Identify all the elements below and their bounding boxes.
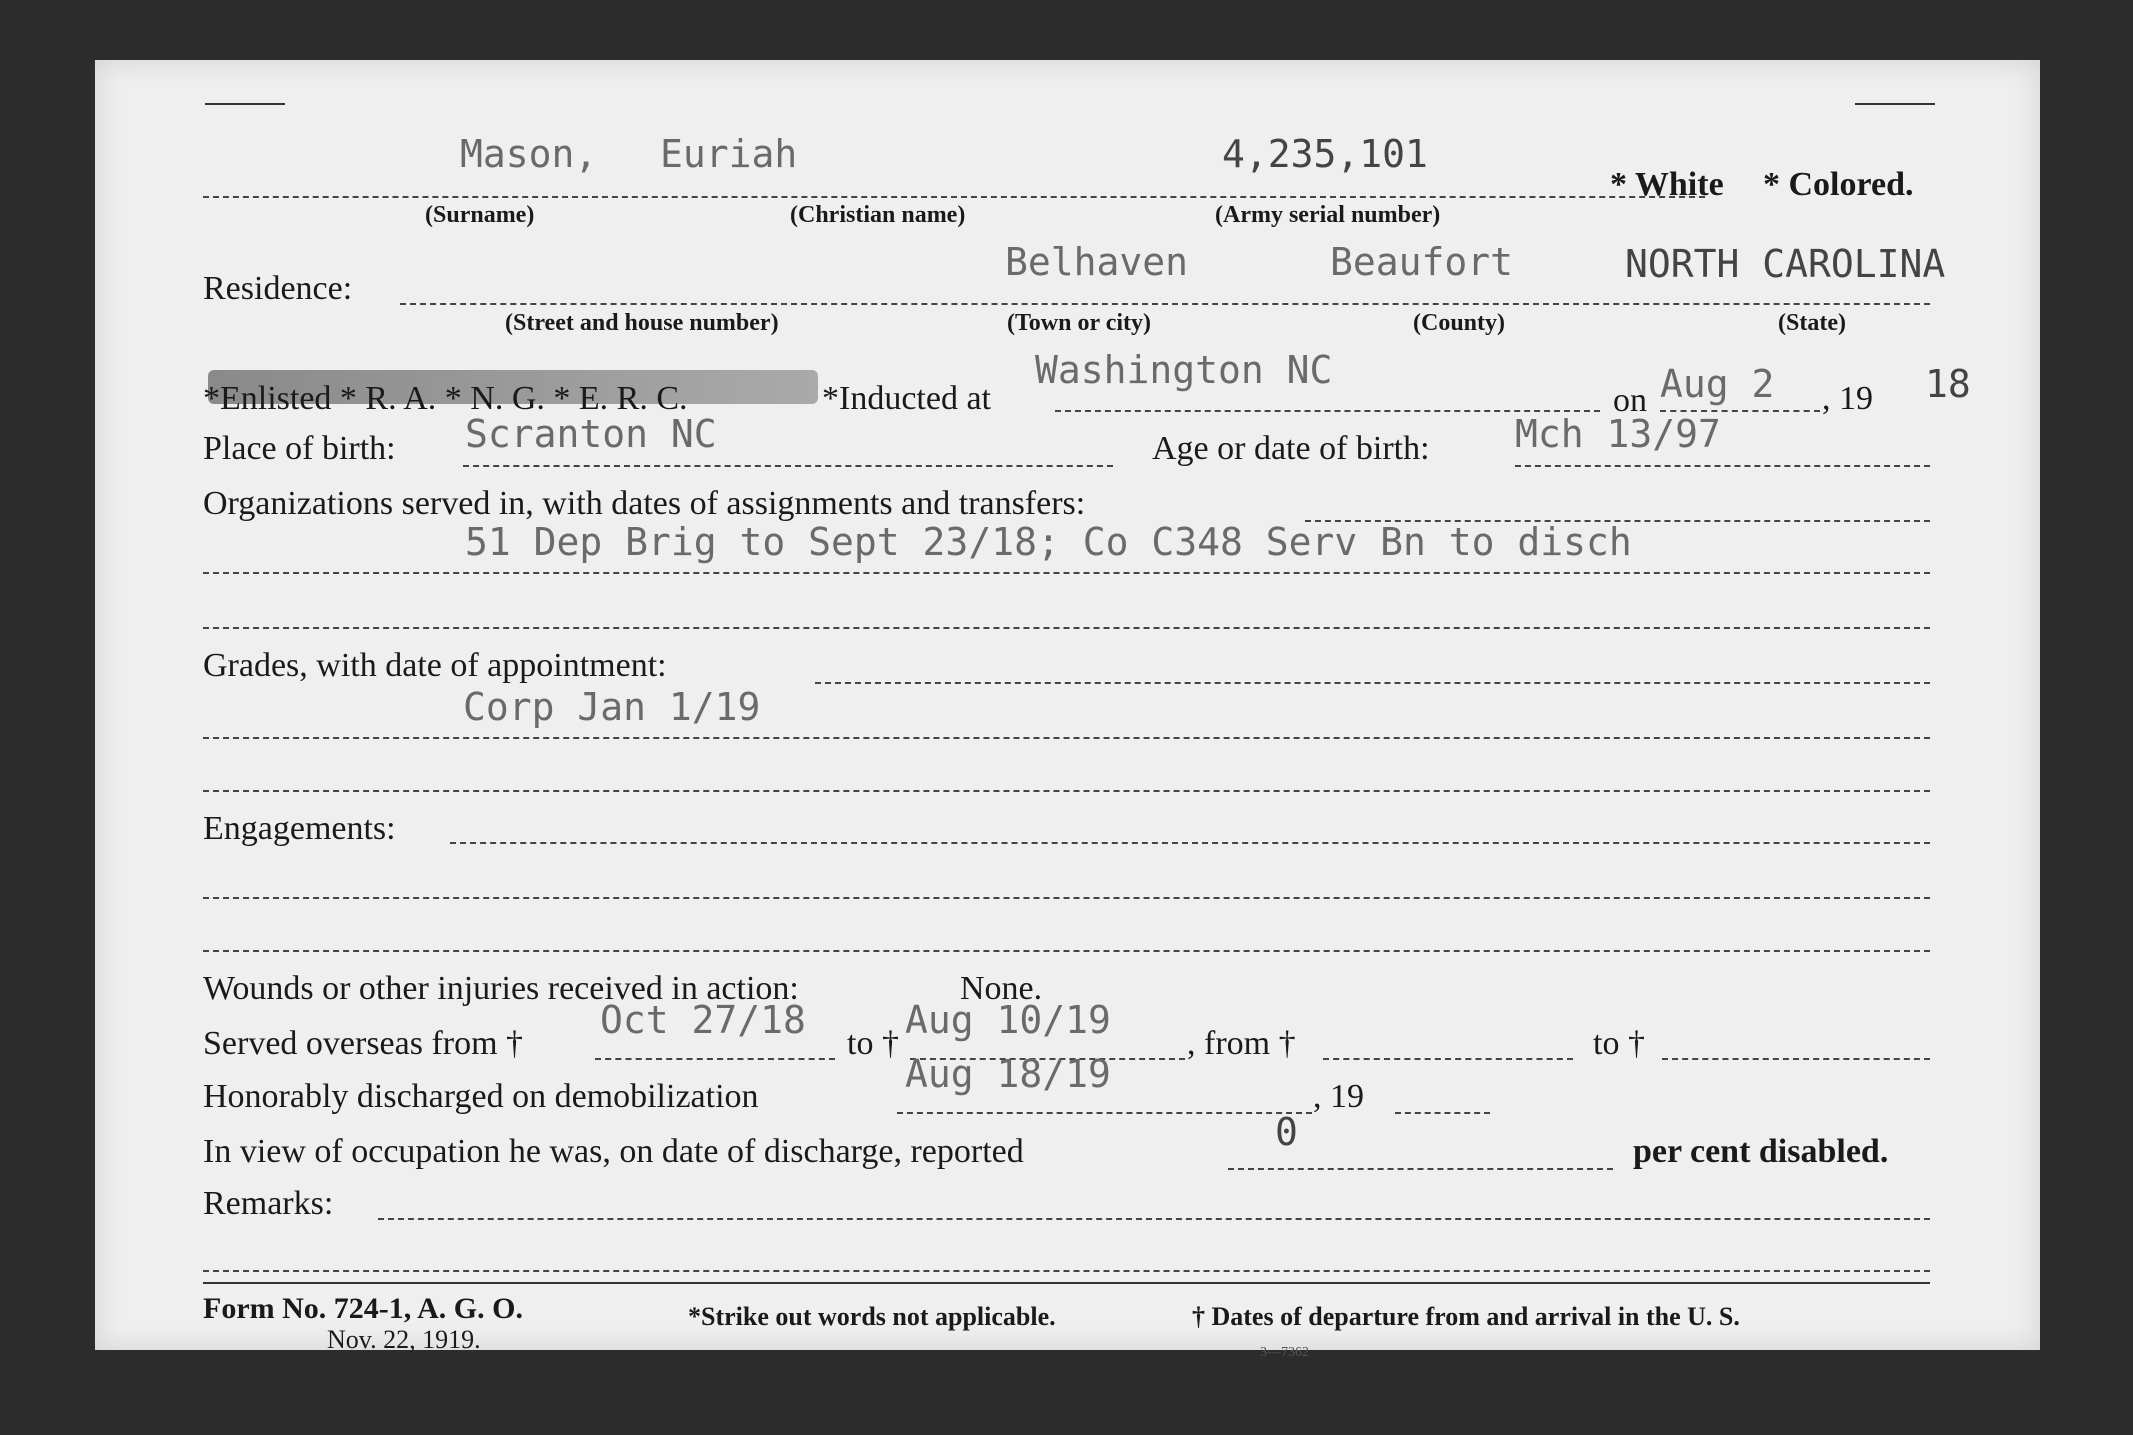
remarks-bottom-rule [203, 1282, 1930, 1284]
overseas-to-label: to † [847, 1025, 899, 1062]
overseas-label: Served overseas from † [203, 1025, 524, 1062]
overseas-from2-label: , from † [1187, 1025, 1296, 1062]
engagements-line-1 [450, 842, 1930, 844]
print-code: 3—7362 [1260, 1345, 1309, 1360]
induction-place-value: Washington NC [1035, 348, 1333, 392]
race-white: * White [1610, 166, 1724, 203]
overseas-to-value: Aug 10/19 [905, 998, 1111, 1042]
organizations-value: 51 Dep Brig to Sept 23/18; Co C348 Serv Bn to disch [465, 520, 1632, 564]
grades-label: Grades, with date of appointment: [203, 647, 667, 684]
organizations-label: Organizations served in, with dates of assignments and transfers: [203, 485, 1086, 522]
form-date: Nov. 22, 1919. [327, 1325, 481, 1354]
overseas-from-value: Oct 27/18 [600, 998, 806, 1042]
overseas-to2-line [1662, 1058, 1930, 1060]
engagements-line-2 [203, 897, 1930, 899]
birth-place-line [463, 465, 1113, 467]
grades-line-2 [203, 737, 1930, 739]
town-label: (Town or city) [1007, 310, 1151, 336]
form-number: Form No. 724-1, A. G. O. [203, 1292, 523, 1325]
residence-label: Residence: [203, 270, 353, 307]
strike-note: *Strike out words not applicable. [688, 1302, 1056, 1331]
county-label: (County) [1413, 310, 1506, 336]
age-line [1515, 465, 1930, 467]
discharge-value: Aug 18/19 [905, 1052, 1111, 1096]
birth-place-label: Place of birth: [203, 430, 396, 467]
wounds-value: None. [960, 970, 1043, 1007]
grades-value: Corp Jan 1/19 [463, 685, 761, 729]
engagements-label: Engagements: [203, 810, 396, 847]
county-value: Beaufort [1330, 240, 1514, 284]
organizations-line-2 [203, 572, 1930, 574]
christian-name-value: Euriah [660, 132, 798, 176]
dates-note: † Dates of departure from and arrival in the U. S. [1192, 1302, 1740, 1331]
age-value: Mch 13/97 [1515, 412, 1721, 456]
christian-name-label: (Christian name) [790, 202, 966, 228]
induction-year-prefix: , 19 [1822, 380, 1873, 417]
induction-date-value: Aug 2 [1660, 362, 1775, 406]
birth-place-value: Scranton NC [465, 412, 717, 456]
discharge-year-line [1395, 1112, 1490, 1114]
engagements-line-3 [203, 950, 1930, 952]
discharge-label: Honorably discharged on demobilization [203, 1078, 759, 1115]
disability-label: In view of occupation he was, on date of discharge, reported [203, 1133, 1024, 1170]
state-value: NORTH CAROLINA [1625, 242, 1946, 286]
wounds-label: Wounds or other injuries received in action: [203, 970, 799, 1007]
induction-year-value: 18 [1925, 362, 1971, 406]
grades-line-3 [203, 790, 1930, 792]
disability-value: 0 [1275, 1110, 1298, 1154]
name-line [203, 196, 1705, 198]
disability-line [1228, 1168, 1613, 1170]
overseas-to2-label: to † [1593, 1025, 1645, 1062]
town-value: Belhaven [1005, 240, 1189, 284]
remarks-line-1 [378, 1218, 1930, 1220]
disability-suffix: per cent disabled. [1633, 1133, 1889, 1170]
top-right-rule [1855, 103, 1935, 105]
race-colored: * Colored. [1763, 166, 1914, 203]
remarks-line-2 [203, 1270, 1930, 1272]
enlisted-struck-text: *Enlisted * R. A. * N. G. * E. R. C. [203, 380, 688, 417]
grades-line-1 [815, 682, 1930, 684]
surname-label: (Surname) [425, 202, 535, 228]
top-left-rule [205, 103, 285, 105]
organizations-line-3 [203, 627, 1930, 629]
on-label: on [1613, 382, 1647, 419]
age-label: Age or date of birth: [1152, 430, 1430, 467]
discharge-year-prefix: , 19 [1313, 1078, 1364, 1115]
residence-line [400, 303, 1930, 305]
state-label: (State) [1778, 310, 1846, 336]
discharge-line [897, 1112, 1312, 1114]
inducted-at-label: *Inducted at [822, 380, 991, 417]
overseas-from2-line [1323, 1058, 1573, 1060]
street-label: (Street and house number) [505, 310, 779, 336]
surname-value: Mason, [460, 132, 598, 176]
serial-number-value: 4,235,101 [1222, 132, 1428, 176]
remarks-label: Remarks: [203, 1185, 334, 1222]
serial-number-label: (Army serial number) [1215, 202, 1441, 228]
service-card [95, 60, 2040, 1360]
overseas-from-line [595, 1058, 835, 1060]
